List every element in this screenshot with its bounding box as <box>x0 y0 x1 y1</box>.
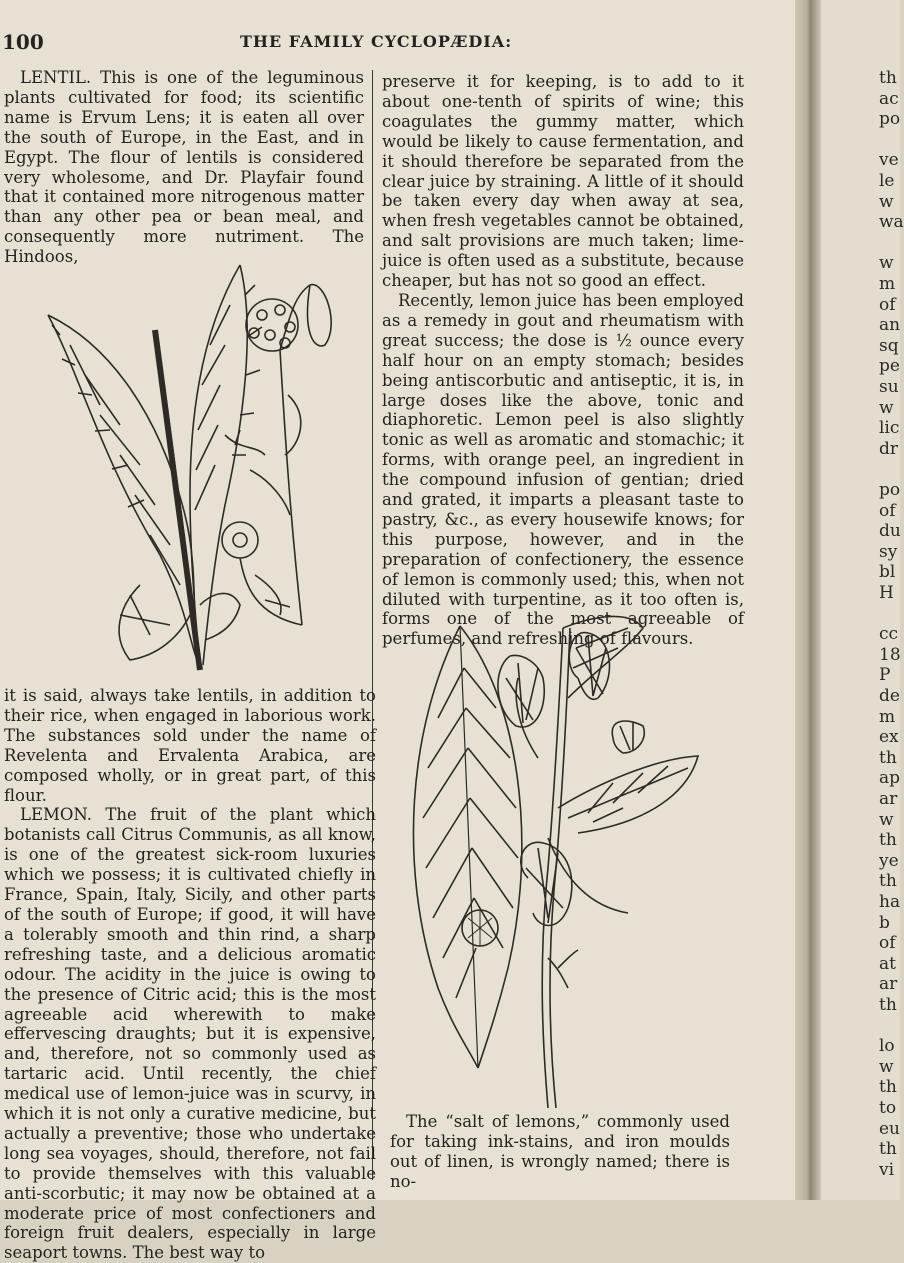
facing-page-fragment: ye <box>879 850 899 871</box>
facing-page-fragment: th <box>879 1077 897 1098</box>
facing-page-fragment: de <box>879 686 900 706</box>
facing-page-fragment: sy <box>879 541 898 562</box>
facing-page-fragment: w <box>879 809 894 830</box>
facing-page-fragment: dr <box>879 438 899 459</box>
lemon-entry-continued <box>382 72 744 649</box>
lentil-entry-start <box>4 68 364 267</box>
lentil-plant-illustration <box>40 255 360 675</box>
lemon-preservation-paragraph: preserve it for keeping, is to add to it about one-tenth of spirits of wine; this coagulates the gummy matter, which would be likely to cause fermentation, and it should therefore be separated from the clear juice by straining. A little of it should be taken every day when away at sea, when fresh vegetables cannot be obtained, and salt provisions are much taken; lime-juice is often used as a substitute, because cheaper, but has not so good an effect. <box>382 72 744 291</box>
facing-page-fragment: ar <box>879 789 898 809</box>
facing-page-fragment: m <box>879 706 896 727</box>
facing-page-fragment: at <box>879 953 896 974</box>
running-title: THE FAMILY CYCLOPÆDIA: <box>240 32 513 51</box>
facing-page-fragment: th <box>879 995 897 1015</box>
lemon-remedy-paragraph: Recently, lemon juice has been employed as a remedy in gout and rheumatism with great success; the dose is ½ ounce every half hour on an empty stomach; besides being antiscorbutic and antiseptic, it is, in large doses like the above, tonic and diaphoretic. Lemon peel is also slightly tonic as well as aromatic and stomachic; it forms, with orange peel, an ingredient in the compound infusion of gentian; dried and grated, it imparts a pleasant taste to pastry, &c., as every housewife knows; for this purpose, however, and in the preparation of confectionery, the essence of lemon is commonly used; this, when not diluted with turpentine, as it too often is, forms one of the most agreeable of perfumes, and refreshing of flavours. <box>382 290 744 649</box>
facing-page-fragment: b <box>879 912 890 933</box>
facing-page-fragment: bl <box>879 562 896 583</box>
facing-page-fragment: P <box>879 665 891 686</box>
facing-page-fragment: cc <box>879 624 899 645</box>
facing-page-fragment: vi <box>879 1159 895 1180</box>
facing-page-fragment: eu <box>879 1118 901 1139</box>
book-gutter <box>795 0 821 1200</box>
facing-page-fragment: le <box>879 171 895 191</box>
lemon-branch-illustration <box>398 608 698 1116</box>
facing-page-fragment: sq <box>879 335 899 356</box>
facing-page-fragment: ar <box>879 974 898 995</box>
facing-page-fragment: po <box>879 109 901 130</box>
facing-page-fragment: wa <box>879 212 904 233</box>
facing-page-fragment: th <box>879 1139 897 1160</box>
facing-page-fragment: du <box>879 521 901 542</box>
facing-page-fragment: th <box>879 871 897 892</box>
lemon-paragraph: LEMON. The fruit of the plant which botanists call Citrus Communis, as all know, is one of the greatest sick-room luxuries which we possess; it is cultivated chiefly in France, Spain, Italy, Sicily, and other parts of the south of Europe; if good, it will have a tolerably smooth and thin rind, a sharp refreshing taste, and a delicious aromatic odour. The acidity in the juice is owing to the presence of Citric acid; this is the most agreeable acid wherewith to make effervescing draughts; but it is expensive, and, therefore, not so commonly used as tartaric acid. Until recently, the chief medical use of lemon-juice was in scurvy, in which it is not only a curative medicine, but actually a preventive; those who undertake long sea voyages, should, therefore, not fail to provide themselves with this valuable anti-scorbutic; it may now be obtained at a moderate price of most confectioners and foreign fruit dealers, especially in large seaport towns. The best way to <box>4 805 376 1263</box>
facing-page-fragment: of <box>879 294 896 315</box>
facing-page-fragment: ve <box>879 150 899 171</box>
facing-page-fragment: po <box>879 480 901 500</box>
facing-page-fragment: th <box>879 747 897 768</box>
facing-page-fragment: pe <box>879 356 900 377</box>
facing-page-fragment: of <box>879 933 896 954</box>
facing-page-fragment: 18 <box>879 644 901 665</box>
facing-page-fragment: ha <box>879 892 901 912</box>
lentil-paragraph-continued: it is said, always take lentils, in addition to their rice, when engaged in laborious work. The substances sold under the name of Revelenta and Ervalenta Arabica, are composed wholly, or in great part, of this flour. <box>4 686 376 805</box>
facing-page-fragment: H <box>879 583 894 603</box>
facing-page-fragment: w <box>879 253 894 274</box>
facing-page-fragment: w <box>879 1056 894 1077</box>
facing-page-fragment: to <box>879 1098 897 1118</box>
lentil-paragraph: LENTIL. This is one of the leguminous plants cultivated for food; its scientific name is Ervum Lens; it is eaten all over the south of Europe, in the East, and in Egypt. The flour of lentils is considered very wholesome, and Dr. Playfair found that it contained more nitrogenous matter than any other pea or bean meal, and consequently more nutriment. The Hindoos, <box>4 68 364 267</box>
facing-page-fragment: m <box>879 274 896 294</box>
facing-page-fragment: ap <box>879 768 901 789</box>
salt-of-lemons-paragraph <box>390 1112 730 1192</box>
facing-page-fragment: ex <box>879 727 899 748</box>
facing-page-fragment: an <box>879 315 901 336</box>
facing-page-fragment: of <box>879 500 896 521</box>
facing-page-fragment: w <box>879 191 894 212</box>
facing-page-fragment: w <box>879 397 894 418</box>
lemon-entry-start <box>4 686 376 1263</box>
facing-page-fragment: th <box>879 68 897 88</box>
facing-page-edge <box>821 0 904 1200</box>
facing-page-fragment: lic <box>879 418 900 439</box>
facing-page-fragment: ac <box>879 88 899 109</box>
facing-page-fragment: lo <box>879 1036 895 1057</box>
salt-of-lemons-text: The “salt of lemons,” commonly used for taking ink-stains, and iron moulds out of linen, is wrongly named; there is no- <box>390 1112 730 1191</box>
facing-page-fragment: su <box>879 377 899 397</box>
page-header <box>0 28 780 58</box>
page-number: 100 <box>2 30 44 54</box>
facing-page-fragment: th <box>879 830 897 851</box>
